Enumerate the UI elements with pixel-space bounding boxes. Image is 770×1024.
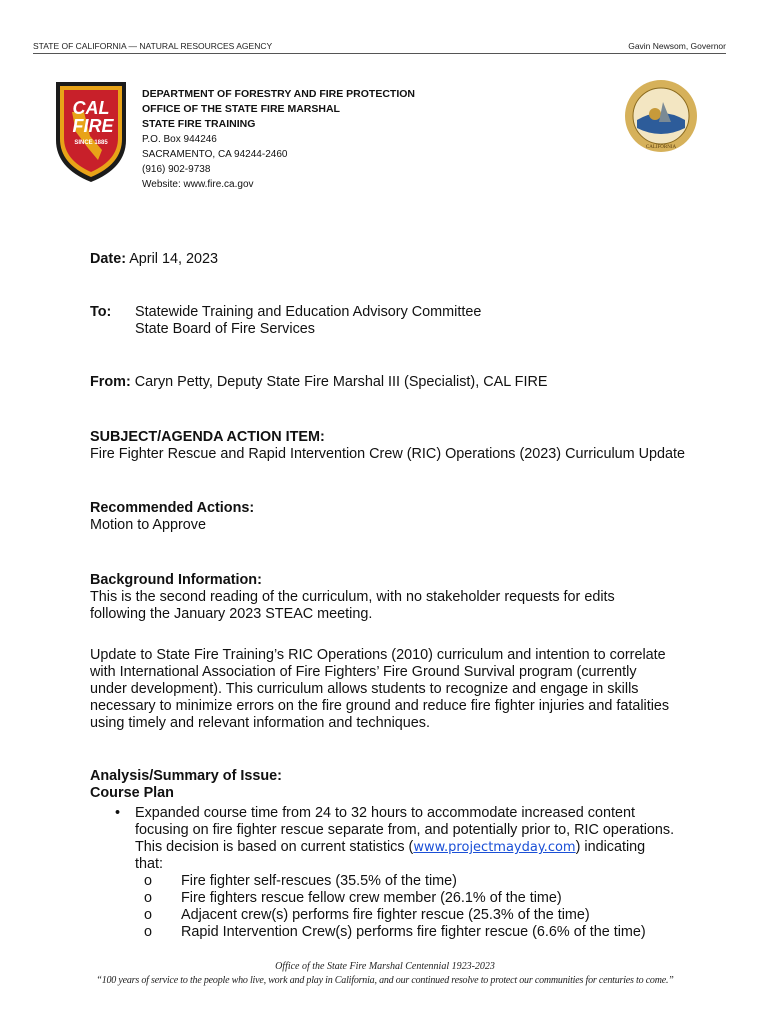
course-plan-label: Course Plan xyxy=(90,785,174,801)
subject-section xyxy=(90,429,685,463)
background-section xyxy=(90,572,650,623)
header-divider xyxy=(33,53,726,54)
from-line xyxy=(90,374,547,391)
analysis-label: Analysis/Summary of Issue: xyxy=(90,768,282,784)
subject-label: SUBJECT/AGENDA ACTION ITEM: xyxy=(90,429,325,445)
sub-item-text: Fire fighters rescue fellow crew member (26.1% of the time) xyxy=(181,890,562,906)
recommended-value: Motion to Approve xyxy=(90,517,206,533)
city-state-zip: SACRAMENTO, CA 94244-2460 xyxy=(142,149,288,160)
page-footer xyxy=(0,960,770,988)
background-paragraph-2: Update to State Fire Training’s RIC Operations (2010) curriculum and intention to correlate with International Association of Fire Fighters’ Fire Ground Survival program (currently under development). This curriculum allows students to recognize and engage in skills necessary to minimize errors on the fire ground and reduce fire fighter injuries and fatalities using timely and relevant information and techniques. xyxy=(90,647,670,731)
from-label: From: xyxy=(90,374,131,390)
department-name: DEPARTMENT OF FORESTRY AND FIRE PROTECTION xyxy=(142,88,416,100)
date-value: April 14, 2023 xyxy=(129,251,219,267)
subject-value: Fire Fighter Rescue and Rapid Intervention Crew (RIC) Operations (2023) Curriculum Update xyxy=(90,446,686,462)
po-box: P.O. Box 944246 xyxy=(142,134,217,145)
sub-item-text: Fire fighter self-rescues (35.5% of the time) xyxy=(181,873,457,889)
date-line xyxy=(90,251,218,268)
list-item: o Fire fighter self-rescues (35.5% of the time) xyxy=(144,873,457,889)
website: Website: www.fire.ca.gov xyxy=(142,179,254,190)
sub-item-text: Adjacent crew(s) performs fire fighter rescue (25.3% of the time) xyxy=(181,907,590,923)
list-item: o Adjacent crew(s) performs fire fighter rescue (25.3% of the time) xyxy=(144,907,590,923)
background-paragraph-1: This is the second reading of the curriculum, with no stakeholder requests for edits following the January 2023 STEAC meeting. xyxy=(90,589,615,622)
footer-centennial: Office of the State Fire Marshal Centennial 1923-2023 xyxy=(275,961,495,972)
background-label: Background Information: xyxy=(90,572,262,588)
governor-name: Gavin Newsom, Governor xyxy=(628,41,726,51)
to-label-block xyxy=(90,304,111,321)
division-name: STATE FIRE TRAINING xyxy=(142,118,256,130)
agency-name: STATE OF CALIFORNIA — NATURAL RESOURCES AGENCY xyxy=(33,41,273,51)
office-name: OFFICE OF THE STATE FIRE MARSHAL xyxy=(142,103,340,115)
logo-text-fire: FIRE xyxy=(72,116,114,136)
recommended-section xyxy=(90,500,254,534)
to-recipients xyxy=(135,304,481,338)
from-value: Caryn Petty, Deputy State Fire Marshal III (Specialist), CAL FIRE xyxy=(134,374,548,390)
recommended-label: Recommended Actions: xyxy=(90,500,255,516)
to-label: To: xyxy=(90,304,112,320)
date-label: Date: xyxy=(90,251,126,267)
to-recipient-2: State Board of Fire Services xyxy=(135,321,315,337)
letterhead xyxy=(142,87,415,192)
phone-number: (916) 902-9738 xyxy=(142,164,211,175)
to-recipient-1: Statewide Training and Education Advisory Committee xyxy=(135,304,482,320)
list-item: o Fire fighters rescue fellow crew member (26.1% of the time) xyxy=(144,890,562,906)
bullet-marker: • xyxy=(115,805,121,821)
projectmayday-link[interactable]: www.projectmayday.com xyxy=(413,840,576,855)
list-item xyxy=(107,805,677,941)
seal-text: CALIFORNIA xyxy=(645,145,677,150)
course-plan-list xyxy=(107,805,677,941)
footer-motto: “100 years of service to the people who live, work and play in California, and our continued resolve to protect our communities for centuries to come.” xyxy=(96,975,674,986)
bullet-text-post: ) indicating that: xyxy=(135,839,646,872)
california-seal xyxy=(623,76,699,156)
cal-fire-logo xyxy=(50,76,132,184)
statistics-sublist xyxy=(135,873,677,941)
analysis-section xyxy=(90,768,282,802)
logo-text-cal: CAL xyxy=(72,98,110,118)
list-item: o Rapid Intervention Crew(s) performs fire fighter rescue (6.6% of the time) xyxy=(144,924,646,940)
sub-item-text: Rapid Intervention Crew(s) performs fire fighter rescue (6.6% of the time) xyxy=(181,924,646,940)
bullet-text-pre: Expanded course time from 24 to 32 hours to accommodate increased content focusing on fire fighter rescue separate from, and potentially prior to, RIC operations. This decision is based on current statistics ( xyxy=(135,805,675,855)
logo-since: SINCE 1885 xyxy=(74,140,108,146)
